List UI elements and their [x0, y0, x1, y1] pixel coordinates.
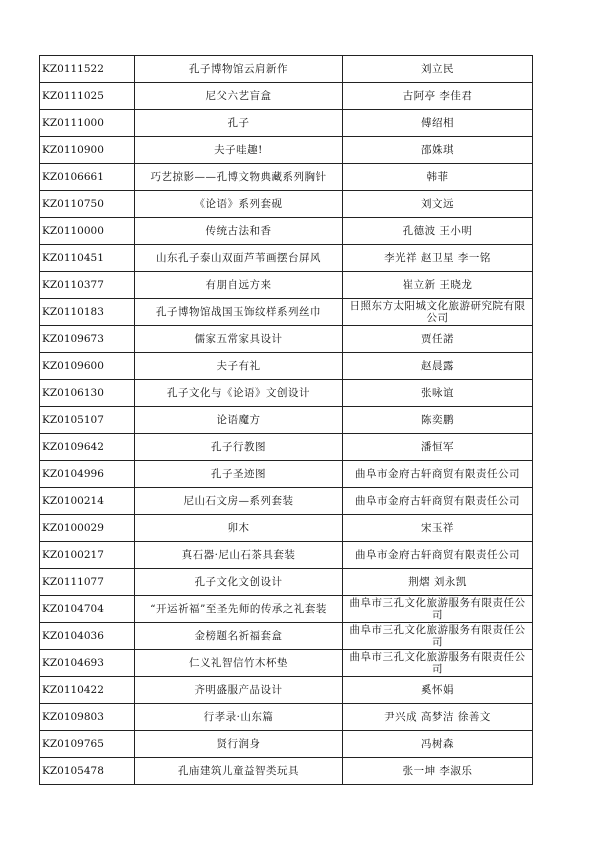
- author-cell: 曲阜市三孔文化旅游服务有限责任公司: [343, 596, 533, 623]
- work-title-cell: 孔子博物馆战国玉饰纹样系列丝巾: [135, 299, 343, 326]
- author-cell: 尹兴成 高梦洁 徐善文: [343, 704, 533, 731]
- entry-id-cell: KZ0111522: [40, 56, 135, 83]
- work-title-cell: 山东孔子泰山双面芦苇画摆台屏风: [135, 245, 343, 272]
- author-cell: 曲阜市金府古轩商贸有限责任公司: [343, 488, 533, 515]
- author-cell: 古阿亭 李佳君: [343, 83, 533, 110]
- work-title-cell: 行孝录·山东篇: [135, 704, 343, 731]
- table-row: [40, 164, 533, 191]
- table-row: [40, 461, 533, 488]
- work-title-cell: 孔子博物馆云肩新作: [135, 56, 343, 83]
- work-title-cell: 有朋自远方来: [135, 272, 343, 299]
- entry-id-cell: KZ0105478: [40, 758, 135, 785]
- table-row: [40, 380, 533, 407]
- table-row: [40, 758, 533, 785]
- table-row: [40, 569, 533, 596]
- work-title-cell: 孔子文化文创设计: [135, 569, 343, 596]
- work-title-cell: 尼父六艺盲盒: [135, 83, 343, 110]
- entry-id-cell: KZ0104996: [40, 461, 135, 488]
- entry-id-cell: KZ0100214: [40, 488, 135, 515]
- work-title-cell: 孔子: [135, 110, 343, 137]
- author-cell: 陈奕鹏: [343, 407, 533, 434]
- work-title-cell: 传统古法和香: [135, 218, 343, 245]
- author-cell: 冯树森: [343, 731, 533, 758]
- entry-id-cell: KZ0110750: [40, 191, 135, 218]
- work-title-cell: 孔子文化与《论语》文创设计: [135, 380, 343, 407]
- author-cell: 刘文远: [343, 191, 533, 218]
- entry-id-cell: KZ0104036: [40, 623, 135, 650]
- entry-id-cell: KZ0111000: [40, 110, 135, 137]
- entry-id-cell: KZ0104704: [40, 596, 135, 623]
- author-cell: 崔立新 王晓龙: [343, 272, 533, 299]
- author-cell: 荆熠 刘永凯: [343, 569, 533, 596]
- work-title-cell: 孔子行教图: [135, 434, 343, 461]
- entry-id-cell: KZ0111077: [40, 569, 135, 596]
- author-cell: 韩菲: [343, 164, 533, 191]
- table-row: [40, 623, 533, 650]
- entry-id-cell: KZ0110183: [40, 299, 135, 326]
- table-row: [40, 542, 533, 569]
- table-row: [40, 272, 533, 299]
- table-row: [40, 191, 533, 218]
- entry-id-cell: KZ0110000: [40, 218, 135, 245]
- work-title-cell: 孔子圣迹图: [135, 461, 343, 488]
- entry-id-cell: KZ0109765: [40, 731, 135, 758]
- work-title-cell: 仁义礼智信竹木杯垫: [135, 650, 343, 677]
- author-cell: 傅绍相: [343, 110, 533, 137]
- author-cell: 潘恒军: [343, 434, 533, 461]
- table-row: [40, 326, 533, 353]
- entry-id-cell: KZ0106661: [40, 164, 135, 191]
- work-title-cell: “开运祈福”至圣先师的传承之礼套装: [135, 596, 343, 623]
- author-cell: 邵姝琪: [343, 137, 533, 164]
- work-title-cell: 巧艺掠影——孔博文物典藏系列胸针: [135, 164, 343, 191]
- author-cell: 曲阜市三孔文化旅游服务有限责任公司: [343, 623, 533, 650]
- author-cell: 曲阜市三孔文化旅游服务有限责任公司: [343, 650, 533, 677]
- work-title-cell: 论语魔方: [135, 407, 343, 434]
- entry-id-cell: KZ0109600: [40, 353, 135, 380]
- entries-table: [39, 55, 533, 785]
- entry-id-cell: KZ0100029: [40, 515, 135, 542]
- table-row: [40, 137, 533, 164]
- author-cell: 张咏谊: [343, 380, 533, 407]
- author-cell: 奚怀娟: [343, 677, 533, 704]
- table-row: [40, 83, 533, 110]
- author-cell: 贾任諾: [343, 326, 533, 353]
- work-title-cell: 贤行润身: [135, 731, 343, 758]
- work-title-cell: 金榜题名祈福套盒: [135, 623, 343, 650]
- author-cell: 曲阜市金府古轩商贸有限责任公司: [343, 461, 533, 488]
- entry-id-cell: KZ0110451: [40, 245, 135, 272]
- entries-table-body: [40, 56, 533, 785]
- author-cell: 李光祥 赵卫星 李一铭: [343, 245, 533, 272]
- table-row: [40, 407, 533, 434]
- table-row: [40, 299, 533, 326]
- table-row: [40, 56, 533, 83]
- entry-id-cell: KZ0111025: [40, 83, 135, 110]
- author-cell: 曲阜市金府古轩商贸有限责任公司: [343, 542, 533, 569]
- entry-id-cell: KZ0106130: [40, 380, 135, 407]
- work-title-cell: 儒家五常家具设计: [135, 326, 343, 353]
- table-row: [40, 488, 533, 515]
- work-title-cell: 卯木: [135, 515, 343, 542]
- entry-id-cell: KZ0110377: [40, 272, 135, 299]
- work-title-cell: 尼山石文房—系列套装: [135, 488, 343, 515]
- entry-id-cell: KZ0109642: [40, 434, 135, 461]
- table-row: [40, 515, 533, 542]
- entry-id-cell: KZ0105107: [40, 407, 135, 434]
- table-row: [40, 110, 533, 137]
- entry-id-cell: KZ0109673: [40, 326, 135, 353]
- work-title-cell: 真石器·尼山石茶具套装: [135, 542, 343, 569]
- table-row: [40, 596, 533, 623]
- work-title-cell: 夫子有礼: [135, 353, 343, 380]
- table-row: [40, 704, 533, 731]
- entry-id-cell: KZ0110900: [40, 137, 135, 164]
- author-cell: 刘立民: [343, 56, 533, 83]
- table-row: [40, 218, 533, 245]
- work-title-cell: 《论语》系列套砚: [135, 191, 343, 218]
- work-title-cell: 夫子哇趣!: [135, 137, 343, 164]
- author-cell: 宋玉祥: [343, 515, 533, 542]
- work-title-cell: 孔庙建筑儿童益智类玩具: [135, 758, 343, 785]
- table-row: [40, 650, 533, 677]
- work-title-cell: 齐明盛服产品设计: [135, 677, 343, 704]
- entry-id-cell: KZ0109803: [40, 704, 135, 731]
- author-cell: 日照东方太阳城文化旅游研究院有限公司: [343, 299, 533, 326]
- table-row: [40, 245, 533, 272]
- table-row: [40, 731, 533, 758]
- table-row: [40, 434, 533, 461]
- author-cell: 孔德波 王小明: [343, 218, 533, 245]
- table-row: [40, 677, 533, 704]
- author-cell: 张一坤 李淑乐: [343, 758, 533, 785]
- author-cell: 赵晨露: [343, 353, 533, 380]
- entry-id-cell: KZ0100217: [40, 542, 135, 569]
- entry-id-cell: KZ0104693: [40, 650, 135, 677]
- entry-id-cell: KZ0110422: [40, 677, 135, 704]
- table-row: [40, 353, 533, 380]
